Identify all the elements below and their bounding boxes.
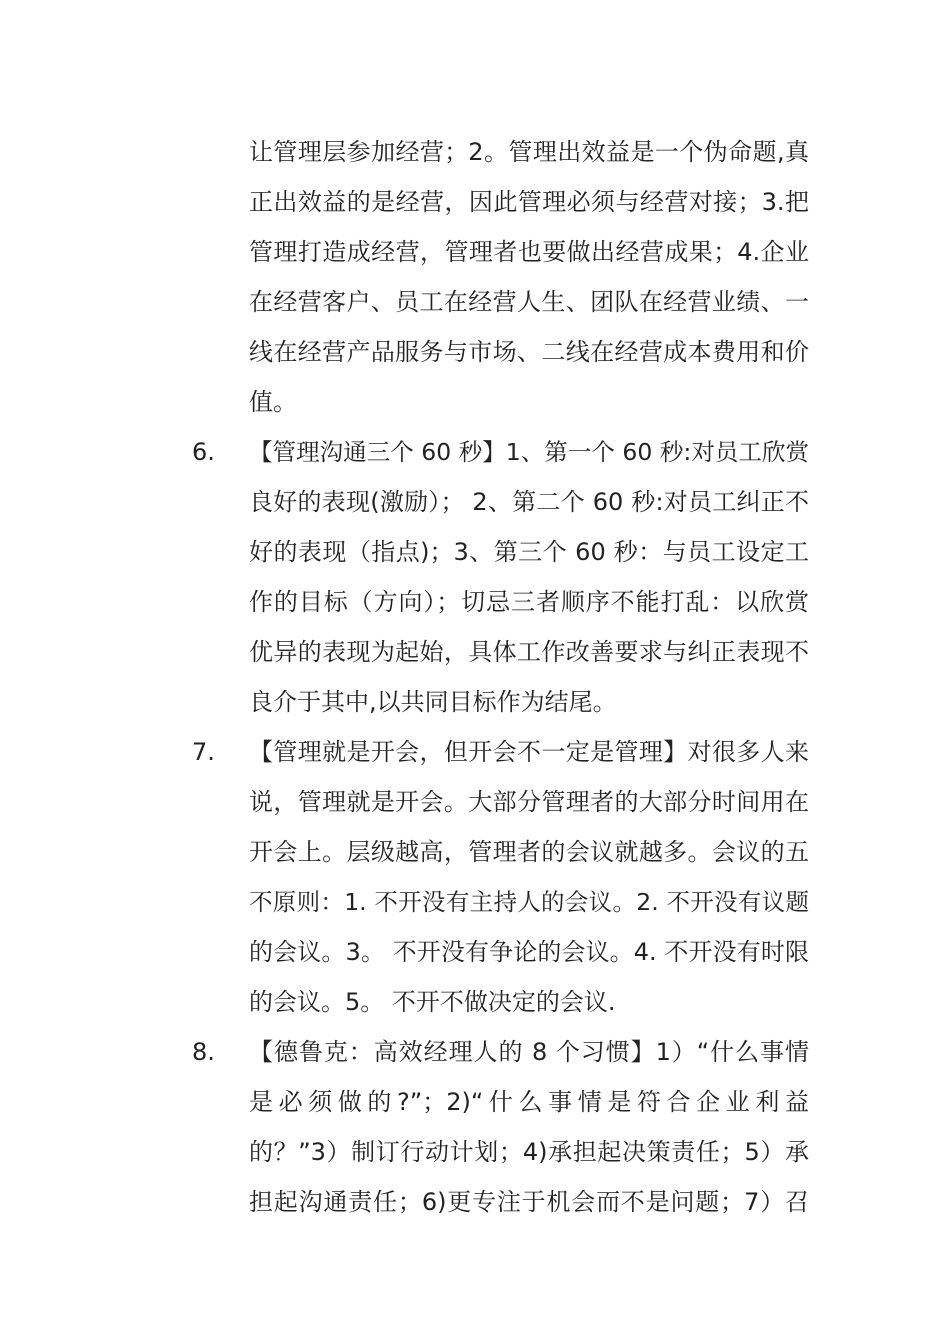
text-line: 在经营客户、员工在经营人生、团队在经营业绩、一 [249, 288, 809, 316]
text-line: 的？”3）制订行动计划；4)承担起决策责任；5）承 [249, 1138, 809, 1166]
text-line: 作的目标（方向）；切忌三者顺序不能打乱：以欣赏 [249, 588, 809, 616]
text-line: 开会上。层级越高，管理者的会议就越多。会议的五 [249, 838, 809, 866]
text-line: 优异的表现为起始，具体工作改善要求与纠正表现不 [249, 638, 809, 666]
text-line: 不原则：1. 不开没有主持人的会议。2. 不开没有议题 [249, 888, 809, 916]
text-line: 【德鲁克：高效经理人的 8 个习惯】1）“什么事情 [249, 1038, 809, 1066]
text-line: 是必须做的?”；2)“什么事情是符合企业利益 [249, 1088, 809, 1116]
list-number: 6. [192, 438, 215, 466]
text-line: 良好的表现(激励）； 2、第二个 60 秒:对员工纠正不 [249, 488, 809, 516]
list-number: 8. [192, 1038, 215, 1066]
text-line: 说，管理就是开会。大部分管理者的大部分时间用在 [249, 788, 809, 816]
text-line: 正出效益的是经营，因此管理必须与经营对接；3.把 [249, 188, 809, 216]
text-line: 线在经营产品服务与市场、二线在经营成本费用和价 [249, 338, 809, 366]
text-line: 管理打造成经营，管理者也要做出经营成果；4.企业 [249, 238, 809, 266]
text-line: 的会议。3。 不开没有争论的会议。4. 不开没有时限 [249, 938, 809, 966]
text-line: 让管理层参加经营；2。管理出效益是一个伪命题,真 [249, 138, 809, 166]
text-line: 好的表现（指点)；3、第三个 60 秒：与员工设定工 [249, 538, 809, 566]
text-line: 担起沟通责任；6)更专注于机会而不是问题；7）召 [249, 1188, 809, 1216]
text-line: 良介于其中,以共同目标作为结尾。 [249, 688, 617, 716]
text-line: 【管理沟通三个 60 秒】1、第一个 60 秒:对员工欣赏 [249, 438, 809, 466]
text-line: 【管理就是开会，但开会不一定是管理】对很多人来 [249, 738, 809, 766]
text-line: 的会议。5。 不开不做决定的会议. [249, 988, 616, 1016]
list-number: 7. [192, 738, 215, 766]
text-line: 值。 [249, 388, 297, 416]
